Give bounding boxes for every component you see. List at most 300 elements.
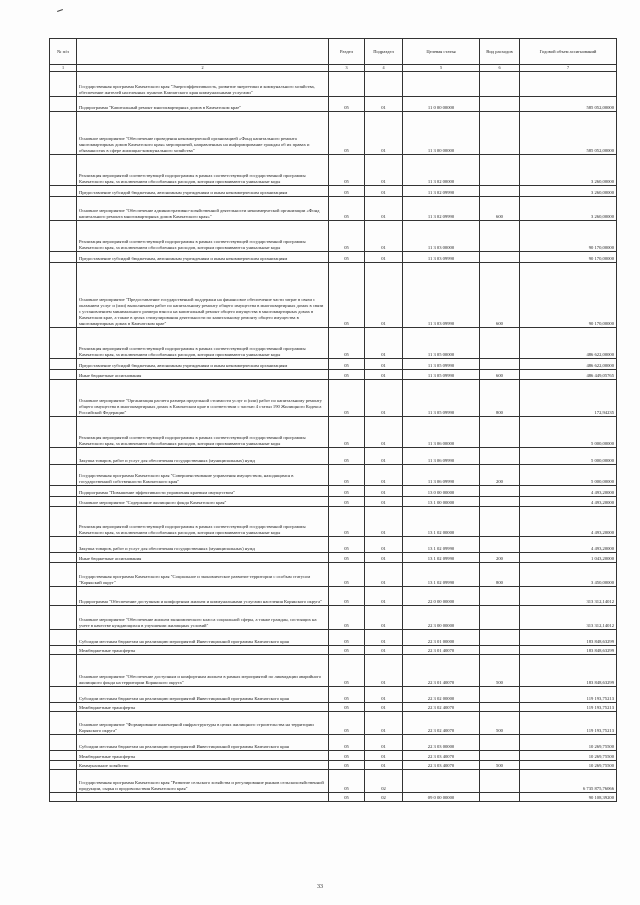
row-section-cell: 05	[329, 687, 365, 703]
row-section-cell: 05	[329, 793, 365, 802]
row-subsection-cell: 01	[365, 328, 403, 359]
row-number-cell	[50, 186, 77, 197]
row-target-item-cell: 11 3 05 00000	[403, 328, 480, 359]
row-section-cell: 05	[329, 507, 365, 537]
row-section-cell: 05	[329, 735, 365, 751]
row-section-cell: 05	[329, 537, 365, 553]
row-target-item-cell: 13 0 00 00000	[403, 486, 480, 497]
row-amount-cell: 585 052,00000	[520, 97, 617, 112]
row-number-cell	[50, 655, 77, 687]
row-subsection-cell: 01	[365, 370, 403, 380]
row-expense-type-cell: 600	[480, 370, 520, 380]
index-cell: 1	[50, 65, 77, 72]
row-expense-type-cell	[480, 359, 520, 370]
row-name-cell: Реализация мероприятий соответствующей подпрограммы в рамках соответствующей государственной программы Камчатского края, за исключением обособленных расходов, которым присваиваются уникальные коды	[77, 155, 329, 186]
row-target-item-cell: 13 1 02 09990	[403, 563, 480, 587]
row-number-cell	[50, 553, 77, 563]
table-row	[50, 465, 617, 486]
row-amount-cell: 172,94235	[520, 380, 617, 417]
row-number-cell	[50, 793, 77, 802]
row-amount-cell: 486 622,00000	[520, 328, 617, 359]
row-expense-type-cell	[480, 155, 520, 186]
row-number-cell	[50, 687, 77, 703]
row-subsection-cell: 01	[365, 751, 403, 761]
row-target-item-cell: 11 3 05 09990	[403, 370, 480, 380]
row-target-item-cell: 22 3 01 00000	[403, 630, 480, 646]
row-target-item-cell: 09 0 00 00000	[403, 793, 480, 802]
row-name-cell: Государственная программа Камчатского края "Энергоэффективность, развитие энергетики и коммунального хозяйства, обеспечение жителей населенных пунктов Камчатского края коммунальными услугами"	[77, 72, 329, 97]
row-name-cell: Иные бюджетные ассигнования	[77, 370, 329, 380]
row-number-cell	[50, 497, 77, 507]
row-amount-cell: 119 193,75213	[520, 703, 617, 712]
table-row	[50, 155, 617, 186]
row-subsection-cell: 01	[365, 380, 403, 417]
table-row	[50, 380, 617, 417]
table-header-row	[50, 39, 617, 65]
row-subsection-cell: 01	[365, 587, 403, 606]
row-number-cell	[50, 448, 77, 465]
row-subsection-cell: 01	[365, 197, 403, 221]
table-row	[50, 252, 617, 263]
index-cell: 4	[365, 65, 403, 72]
row-section-cell: 05	[329, 112, 365, 155]
row-name-cell: Субсидии местным бюджетам на реализацию мероприятий Инвестиционной программы Камчатского края	[77, 735, 329, 751]
row-target-item-cell: 22 3 03 40070	[403, 761, 480, 770]
row-expense-type-cell	[480, 417, 520, 448]
row-subsection-cell: 01	[365, 703, 403, 712]
row-amount-cell: 5 000,00000	[520, 465, 617, 486]
row-amount-cell: 313 312,14012	[520, 587, 617, 606]
row-target-item-cell: 11 3 02 09990	[403, 197, 480, 221]
row-target-item-cell: 11 3 02 09990	[403, 186, 480, 197]
row-expense-type-cell: 500	[480, 655, 520, 687]
row-subsection-cell: 01	[365, 186, 403, 197]
row-expense-type-cell	[480, 687, 520, 703]
header-section: Раздел	[329, 39, 365, 65]
row-section-cell: 05	[329, 186, 365, 197]
row-subsection-cell: 02	[365, 793, 403, 802]
row-amount-cell: 3 450,00000	[520, 563, 617, 587]
row-name-cell: Подпрограмма "Повышение эффективности управления краевым имуществом"	[77, 486, 329, 497]
table-row	[50, 97, 617, 112]
row-amount-cell: 90 170,00000	[520, 221, 617, 252]
table-row	[50, 655, 617, 687]
row-section-cell: 05	[329, 606, 365, 630]
row-subsection-cell: 01	[365, 687, 403, 703]
row-name-cell: Закупка товаров, работ и услуг для обеспечения государственных (муниципальных) нужд	[77, 537, 329, 553]
row-amount-cell	[520, 72, 617, 97]
row-name-cell: Межбюджетные трансферты	[77, 751, 329, 761]
row-number-cell	[50, 537, 77, 553]
table-row	[50, 761, 617, 770]
row-name-cell: Основное мероприятие "Обеспечение административно-хозяйственной деятельности некоммерческой организации «Фонд капитального ремонта многоквартирных домов Камчатского края»"	[77, 197, 329, 221]
row-name-cell: Основное мероприятие "Обеспечение жильем экономического класса социальной сферы, а также граждан, состоящих на учете в качестве нуждающихся в улучшении жилищных условий"	[77, 606, 329, 630]
table-row	[50, 72, 617, 97]
table-row	[50, 186, 617, 197]
row-expense-type-cell	[480, 72, 520, 97]
index-cell: 6	[480, 65, 520, 72]
row-number-cell	[50, 712, 77, 735]
row-section-cell: 05	[329, 155, 365, 186]
row-target-item-cell: 13 1 02 09990	[403, 553, 480, 563]
row-name-cell: Основное мероприятие "Содержание жилищного фонда Камчатского края"	[77, 497, 329, 507]
row-section-cell: 05	[329, 630, 365, 646]
row-expense-type-cell	[480, 97, 520, 112]
row-expense-type-cell	[480, 328, 520, 359]
row-expense-type-cell: 600	[480, 197, 520, 221]
table-row	[50, 537, 617, 553]
row-expense-type-cell: 200	[480, 553, 520, 563]
row-subsection-cell: 01	[365, 537, 403, 553]
row-subsection-cell: 01	[365, 712, 403, 735]
header-subsection: Подраздел	[365, 39, 403, 65]
header-amount: Годовой объем ассигнований	[520, 39, 617, 65]
table-row	[50, 486, 617, 497]
row-name-cell: Субсидии местным бюджетам на реализацию мероприятий Инвестиционной программы Камчатского края	[77, 630, 329, 646]
row-name-cell: Субсидии местным бюджетам на реализацию мероприятий Инвестиционной программы Камчатского края	[77, 687, 329, 703]
row-section-cell: 05	[329, 370, 365, 380]
row-target-item-cell: 11 3 03 00000	[403, 221, 480, 252]
row-name-cell: Иные бюджетные ассигнования	[77, 553, 329, 563]
row-expense-type-cell: 600	[480, 263, 520, 328]
row-amount-cell: 183 848,63299	[520, 630, 617, 646]
row-subsection-cell: 02	[365, 770, 403, 793]
row-number-cell	[50, 380, 77, 417]
row-amount-cell: 5 000,00000	[520, 417, 617, 448]
row-name-cell: Предоставление субсидий бюджетным, автономным учреждениям и иным некоммерческим организациям	[77, 359, 329, 370]
row-number-cell	[50, 630, 77, 646]
row-expense-type-cell	[480, 770, 520, 793]
row-expense-type-cell	[480, 793, 520, 802]
row-section-cell: 05	[329, 359, 365, 370]
table-row	[50, 751, 617, 761]
row-amount-cell: 10 269,75500	[520, 751, 617, 761]
row-name-cell: Предоставление субсидий бюджетным, автономным учреждениям и иным некоммерческим организациям	[77, 186, 329, 197]
row-amount-cell: 119 193,75213	[520, 712, 617, 735]
row-target-item-cell: 22 0 00 00000	[403, 587, 480, 606]
row-subsection-cell: 01	[365, 221, 403, 252]
row-section-cell: 05	[329, 263, 365, 328]
row-section-cell: 05	[329, 712, 365, 735]
row-number-cell	[50, 465, 77, 486]
row-expense-type-cell	[480, 646, 520, 655]
row-expense-type-cell	[480, 703, 520, 712]
row-number-cell	[50, 646, 77, 655]
row-expense-type-cell: 800	[480, 380, 520, 417]
table-row	[50, 770, 617, 793]
table-row	[50, 687, 617, 703]
row-name-cell: Подпрограмма "Капитальный ремонт многоквартирных домов в Камчатском крае"	[77, 97, 329, 112]
row-target-item-cell: 22 3 02 00000	[403, 687, 480, 703]
row-name-cell: Государственная программа Камчатского края "Развитие сельского хозяйства и регулирование рынков сельскохозяйственной продукции, сырья и продовольствия Камчатского края"	[77, 770, 329, 793]
row-subsection-cell	[365, 72, 403, 97]
index-cell: 3	[329, 65, 365, 72]
row-subsection-cell: 01	[365, 497, 403, 507]
row-number-cell	[50, 197, 77, 221]
row-amount-cell: 10 269,75500	[520, 735, 617, 751]
row-target-item-cell	[403, 770, 480, 793]
row-name-cell: Основное мероприятие "Предоставление государственной поддержки на финансовое обеспечение части затрат в связи с оказанием услуг и (или) выполнением работ по капитальному ремонту общего имущества в многоквартирных домах в связи с установлением минимального размера взноса на капитальный ремонт общего имущества в многоквартирных домах в Камчатском крае, а также в целях стимулирования деятельности по капитальному ремонту общего имущества в многоквартирных домах в Камчатском крае"	[77, 263, 329, 328]
table-row	[50, 112, 617, 155]
row-target-item-cell: 11 3 06 09990	[403, 448, 480, 465]
margin-mark	[57, 9, 63, 12]
row-amount-cell: 183 848,63299	[520, 655, 617, 687]
row-target-item-cell: 11 3 03 09990	[403, 263, 480, 328]
budget-table	[49, 38, 617, 802]
row-number-cell	[50, 751, 77, 761]
row-section-cell: 05	[329, 328, 365, 359]
table-row	[50, 359, 617, 370]
table-row	[50, 507, 617, 537]
row-amount-cell: 4 493,20000	[520, 497, 617, 507]
row-number-cell	[50, 97, 77, 112]
row-section-cell: 05	[329, 497, 365, 507]
row-expense-type-cell: 800	[480, 563, 520, 587]
row-amount-cell: 585 052,00000	[520, 112, 617, 155]
row-expense-type-cell	[480, 112, 520, 155]
row-amount-cell: 3 260,00000	[520, 186, 617, 197]
row-section-cell: 05	[329, 587, 365, 606]
row-section-cell: 05	[329, 486, 365, 497]
table-row	[50, 712, 617, 735]
row-name-cell: Межбюджетные трансферты	[77, 646, 329, 655]
row-number-cell	[50, 155, 77, 186]
table-row	[50, 606, 617, 630]
row-name-cell: Реализация мероприятий соответствующей подпрограммы в рамках соответствующей государственной программы Камчатского края, за исключением обособленных расходов, которым присваиваются уникальные коды	[77, 417, 329, 448]
row-name-cell: Межбюджетные трансферты	[77, 703, 329, 712]
row-expense-type-cell	[480, 751, 520, 761]
row-subsection-cell: 01	[365, 448, 403, 465]
row-name-cell: Реализация мероприятий соответствующей подпрограммы в рамках соответствующей государственной программы Камчатского края, за исключением обособленных расходов, которым присваиваются уникальные коды	[77, 328, 329, 359]
row-section-cell: 05	[329, 380, 365, 417]
row-section-cell: 05	[329, 563, 365, 587]
row-name-cell: Закупка товаров, работ и услуг для обеспечения государственных (муниципальных) нужд	[77, 448, 329, 465]
row-name-cell: Государственная программа Камчатского края "Социальное и экономическое развитие территории с особым статусом "Корякский округ"	[77, 563, 329, 587]
row-name-cell: Основное мероприятие "Обеспечение проведения некоммерческой организацией «Фонд капитального ремонта многоквартирных домов Камчатского края» мероприятий, направленных на информирование граждан об их правах и обязанностях в сфере жилищно-коммунального хозяйства"	[77, 112, 329, 155]
row-amount-cell: 4 493,20000	[520, 486, 617, 497]
row-expense-type-cell	[480, 587, 520, 606]
row-section-cell: 05	[329, 97, 365, 112]
row-subsection-cell: 01	[365, 735, 403, 751]
row-amount-cell: 4 493,20000	[520, 537, 617, 553]
row-name-cell: Подпрограмма "Обеспечение доступным и комфортным жильем и коммунальными услугами населения Корякского округа"	[77, 587, 329, 606]
row-name-cell: Основное мероприятие "Формирование инженерной инфраструктуры в целях жилищного строительства на территории Корякского округа"	[77, 712, 329, 735]
row-subsection-cell: 01	[365, 486, 403, 497]
row-expense-type-cell: 500	[480, 761, 520, 770]
table-row	[50, 630, 617, 646]
row-target-item-cell: 22 3 02 40070	[403, 712, 480, 735]
table-row	[50, 703, 617, 712]
row-name-cell: Основное мероприятие "Организация расчета размера предельной стоимости услуг и (или) работ по капитальному ремонту общего имущества в многоквартирных домах в Камчатском крае в соответствии с частью 4 статьи 190 Жилищного Кодекса Российской Федерации"	[77, 380, 329, 417]
table-body	[50, 72, 617, 802]
column-index-row	[50, 65, 617, 72]
row-section-cell: 05	[329, 646, 365, 655]
table-row	[50, 793, 617, 802]
row-number-cell	[50, 761, 77, 770]
row-section-cell: 05	[329, 770, 365, 793]
row-section-cell: 05	[329, 221, 365, 252]
row-target-item-cell: 22 3 03 40070	[403, 751, 480, 761]
index-cell: 2	[77, 65, 329, 72]
table-row	[50, 497, 617, 507]
table-row	[50, 197, 617, 221]
row-amount-cell: 3 260,00000	[520, 197, 617, 221]
row-target-item-cell: 11 3 06 00000	[403, 417, 480, 448]
table-row	[50, 328, 617, 359]
row-number-cell	[50, 72, 77, 97]
row-amount-cell: 90 170,00000	[520, 263, 617, 328]
row-subsection-cell: 01	[365, 465, 403, 486]
row-amount-cell: 486 622,00000	[520, 359, 617, 370]
row-target-item-cell: 22 3 02 40070	[403, 703, 480, 712]
row-expense-type-cell	[480, 497, 520, 507]
row-subsection-cell: 01	[365, 417, 403, 448]
row-expense-type-cell	[480, 606, 520, 630]
row-section-cell: 05	[329, 197, 365, 221]
row-number-cell	[50, 507, 77, 537]
row-section-cell: 05	[329, 448, 365, 465]
row-section-cell: 05	[329, 465, 365, 486]
row-target-item-cell: 22 3 01 40070	[403, 655, 480, 687]
row-expense-type-cell	[480, 252, 520, 263]
row-number-cell	[50, 703, 77, 712]
row-number-cell	[50, 112, 77, 155]
row-section-cell: 05	[329, 761, 365, 770]
row-subsection-cell: 01	[365, 655, 403, 687]
row-number-cell	[50, 770, 77, 793]
header-no: № п/п	[50, 39, 77, 65]
header-name	[77, 39, 329, 65]
row-expense-type-cell	[480, 735, 520, 751]
row-name-cell: Реализация мероприятий соответствующей подпрограммы в рамках соответствующей государственной программы Камчатского края, за исключением обособленных расходов, которым присваиваются уникальные коды	[77, 221, 329, 252]
row-target-item-cell: 11 3 02 00000	[403, 155, 480, 186]
row-expense-type-cell	[480, 630, 520, 646]
row-amount-cell: 119 193,75213	[520, 687, 617, 703]
row-section-cell	[329, 72, 365, 97]
row-name-cell: Реализация мероприятий соответствующей подпрограммы в рамках соответствующей государственной программы Камчатского края, за исключением обособленных расходов, которым присваиваются уникальные коды	[77, 507, 329, 537]
row-amount-cell: 313 312,14012	[520, 606, 617, 630]
row-number-cell	[50, 486, 77, 497]
row-section-cell: 05	[329, 703, 365, 712]
row-target-item-cell	[403, 72, 480, 97]
row-subsection-cell: 01	[365, 155, 403, 186]
row-number-cell	[50, 587, 77, 606]
row-expense-type-cell: 200	[480, 465, 520, 486]
table-row	[50, 370, 617, 380]
row-section-cell: 05	[329, 252, 365, 263]
row-expense-type-cell	[480, 448, 520, 465]
row-subsection-cell: 01	[365, 563, 403, 587]
row-expense-type-cell	[480, 221, 520, 252]
row-name-cell: Государственная программа Камчатского края "Совершенствование управления имуществом, находящимся в государственной собственности Камчатского края"	[77, 465, 329, 486]
row-name-cell	[77, 793, 329, 802]
row-subsection-cell: 01	[365, 97, 403, 112]
table-row	[50, 221, 617, 252]
row-subsection-cell: 01	[365, 761, 403, 770]
row-expense-type-cell	[480, 507, 520, 537]
row-name-cell: Коммунальное хозяйство	[77, 761, 329, 770]
row-target-item-cell: 11 3 05 09990	[403, 380, 480, 417]
row-target-item-cell: 11 3 06 09990	[403, 465, 480, 486]
row-target-item-cell: 22 3 00 00000	[403, 606, 480, 630]
row-target-item-cell: 11 3 03 09990	[403, 252, 480, 263]
row-expense-type-cell: 500	[480, 712, 520, 735]
header-target-item: Целевая статья	[403, 39, 480, 65]
row-number-cell	[50, 252, 77, 263]
row-subsection-cell: 01	[365, 263, 403, 328]
row-subsection-cell: 01	[365, 112, 403, 155]
row-number-cell	[50, 359, 77, 370]
row-target-item-cell: 13 1 00 00000	[403, 497, 480, 507]
row-subsection-cell: 01	[365, 359, 403, 370]
row-amount-cell: 6 735 875,76066	[520, 770, 617, 793]
row-amount-cell: 90 108,39200	[520, 793, 617, 802]
page-number: 33	[317, 884, 323, 890]
row-target-item-cell: 11 0 00 00000	[403, 97, 480, 112]
row-amount-cell: 10 269,75500	[520, 761, 617, 770]
row-subsection-cell: 01	[365, 553, 403, 563]
row-number-cell	[50, 606, 77, 630]
index-cell: 5	[403, 65, 480, 72]
row-amount-cell: 1 043,20000	[520, 553, 617, 563]
index-cell: 7	[520, 65, 617, 72]
row-subsection-cell: 01	[365, 606, 403, 630]
row-number-cell	[50, 735, 77, 751]
row-number-cell	[50, 263, 77, 328]
row-expense-type-cell	[480, 486, 520, 497]
row-number-cell	[50, 563, 77, 587]
row-target-item-cell: 13 1 02 09990	[403, 537, 480, 553]
table-row	[50, 448, 617, 465]
row-number-cell	[50, 370, 77, 380]
row-amount-cell: 4 493,20000	[520, 507, 617, 537]
row-target-item-cell: 13 1 02 00000	[403, 507, 480, 537]
row-section-cell: 05	[329, 553, 365, 563]
row-number-cell	[50, 328, 77, 359]
row-subsection-cell: 01	[365, 630, 403, 646]
table-row	[50, 646, 617, 655]
table-row	[50, 263, 617, 328]
row-name-cell: Основное мероприятие "Обеспечение доступным и комфортным жильем в рамках мероприятий по ликвидации аварийного жилищного фонда на территории Корякского округа"	[77, 655, 329, 687]
row-amount-cell: 486 449,05765	[520, 370, 617, 380]
row-target-item-cell: 11 3 05 09990	[403, 359, 480, 370]
row-subsection-cell: 01	[365, 646, 403, 655]
table-row	[50, 553, 617, 563]
row-subsection-cell: 01	[365, 507, 403, 537]
row-number-cell	[50, 221, 77, 252]
row-amount-cell: 5 000,00000	[520, 448, 617, 465]
row-amount-cell: 3 260,00000	[520, 155, 617, 186]
row-name-cell: Предоставление субсидий бюджетным, автономным учреждениям и иным некоммерческим организациям	[77, 252, 329, 263]
row-section-cell: 05	[329, 751, 365, 761]
row-amount-cell: 183 848,63299	[520, 646, 617, 655]
row-section-cell: 05	[329, 417, 365, 448]
table-row	[50, 587, 617, 606]
row-expense-type-cell	[480, 537, 520, 553]
table-row	[50, 563, 617, 587]
row-subsection-cell: 01	[365, 252, 403, 263]
header-expense-type: Вид расходов	[480, 39, 520, 65]
table-row	[50, 417, 617, 448]
row-target-item-cell: 22 3 03 00000	[403, 735, 480, 751]
row-number-cell	[50, 417, 77, 448]
row-amount-cell: 90 170,00000	[520, 252, 617, 263]
row-section-cell: 05	[329, 655, 365, 687]
table-row	[50, 735, 617, 751]
row-target-item-cell: 22 3 01 40070	[403, 646, 480, 655]
row-expense-type-cell	[480, 186, 520, 197]
row-target-item-cell: 11 3 00 00000	[403, 112, 480, 155]
